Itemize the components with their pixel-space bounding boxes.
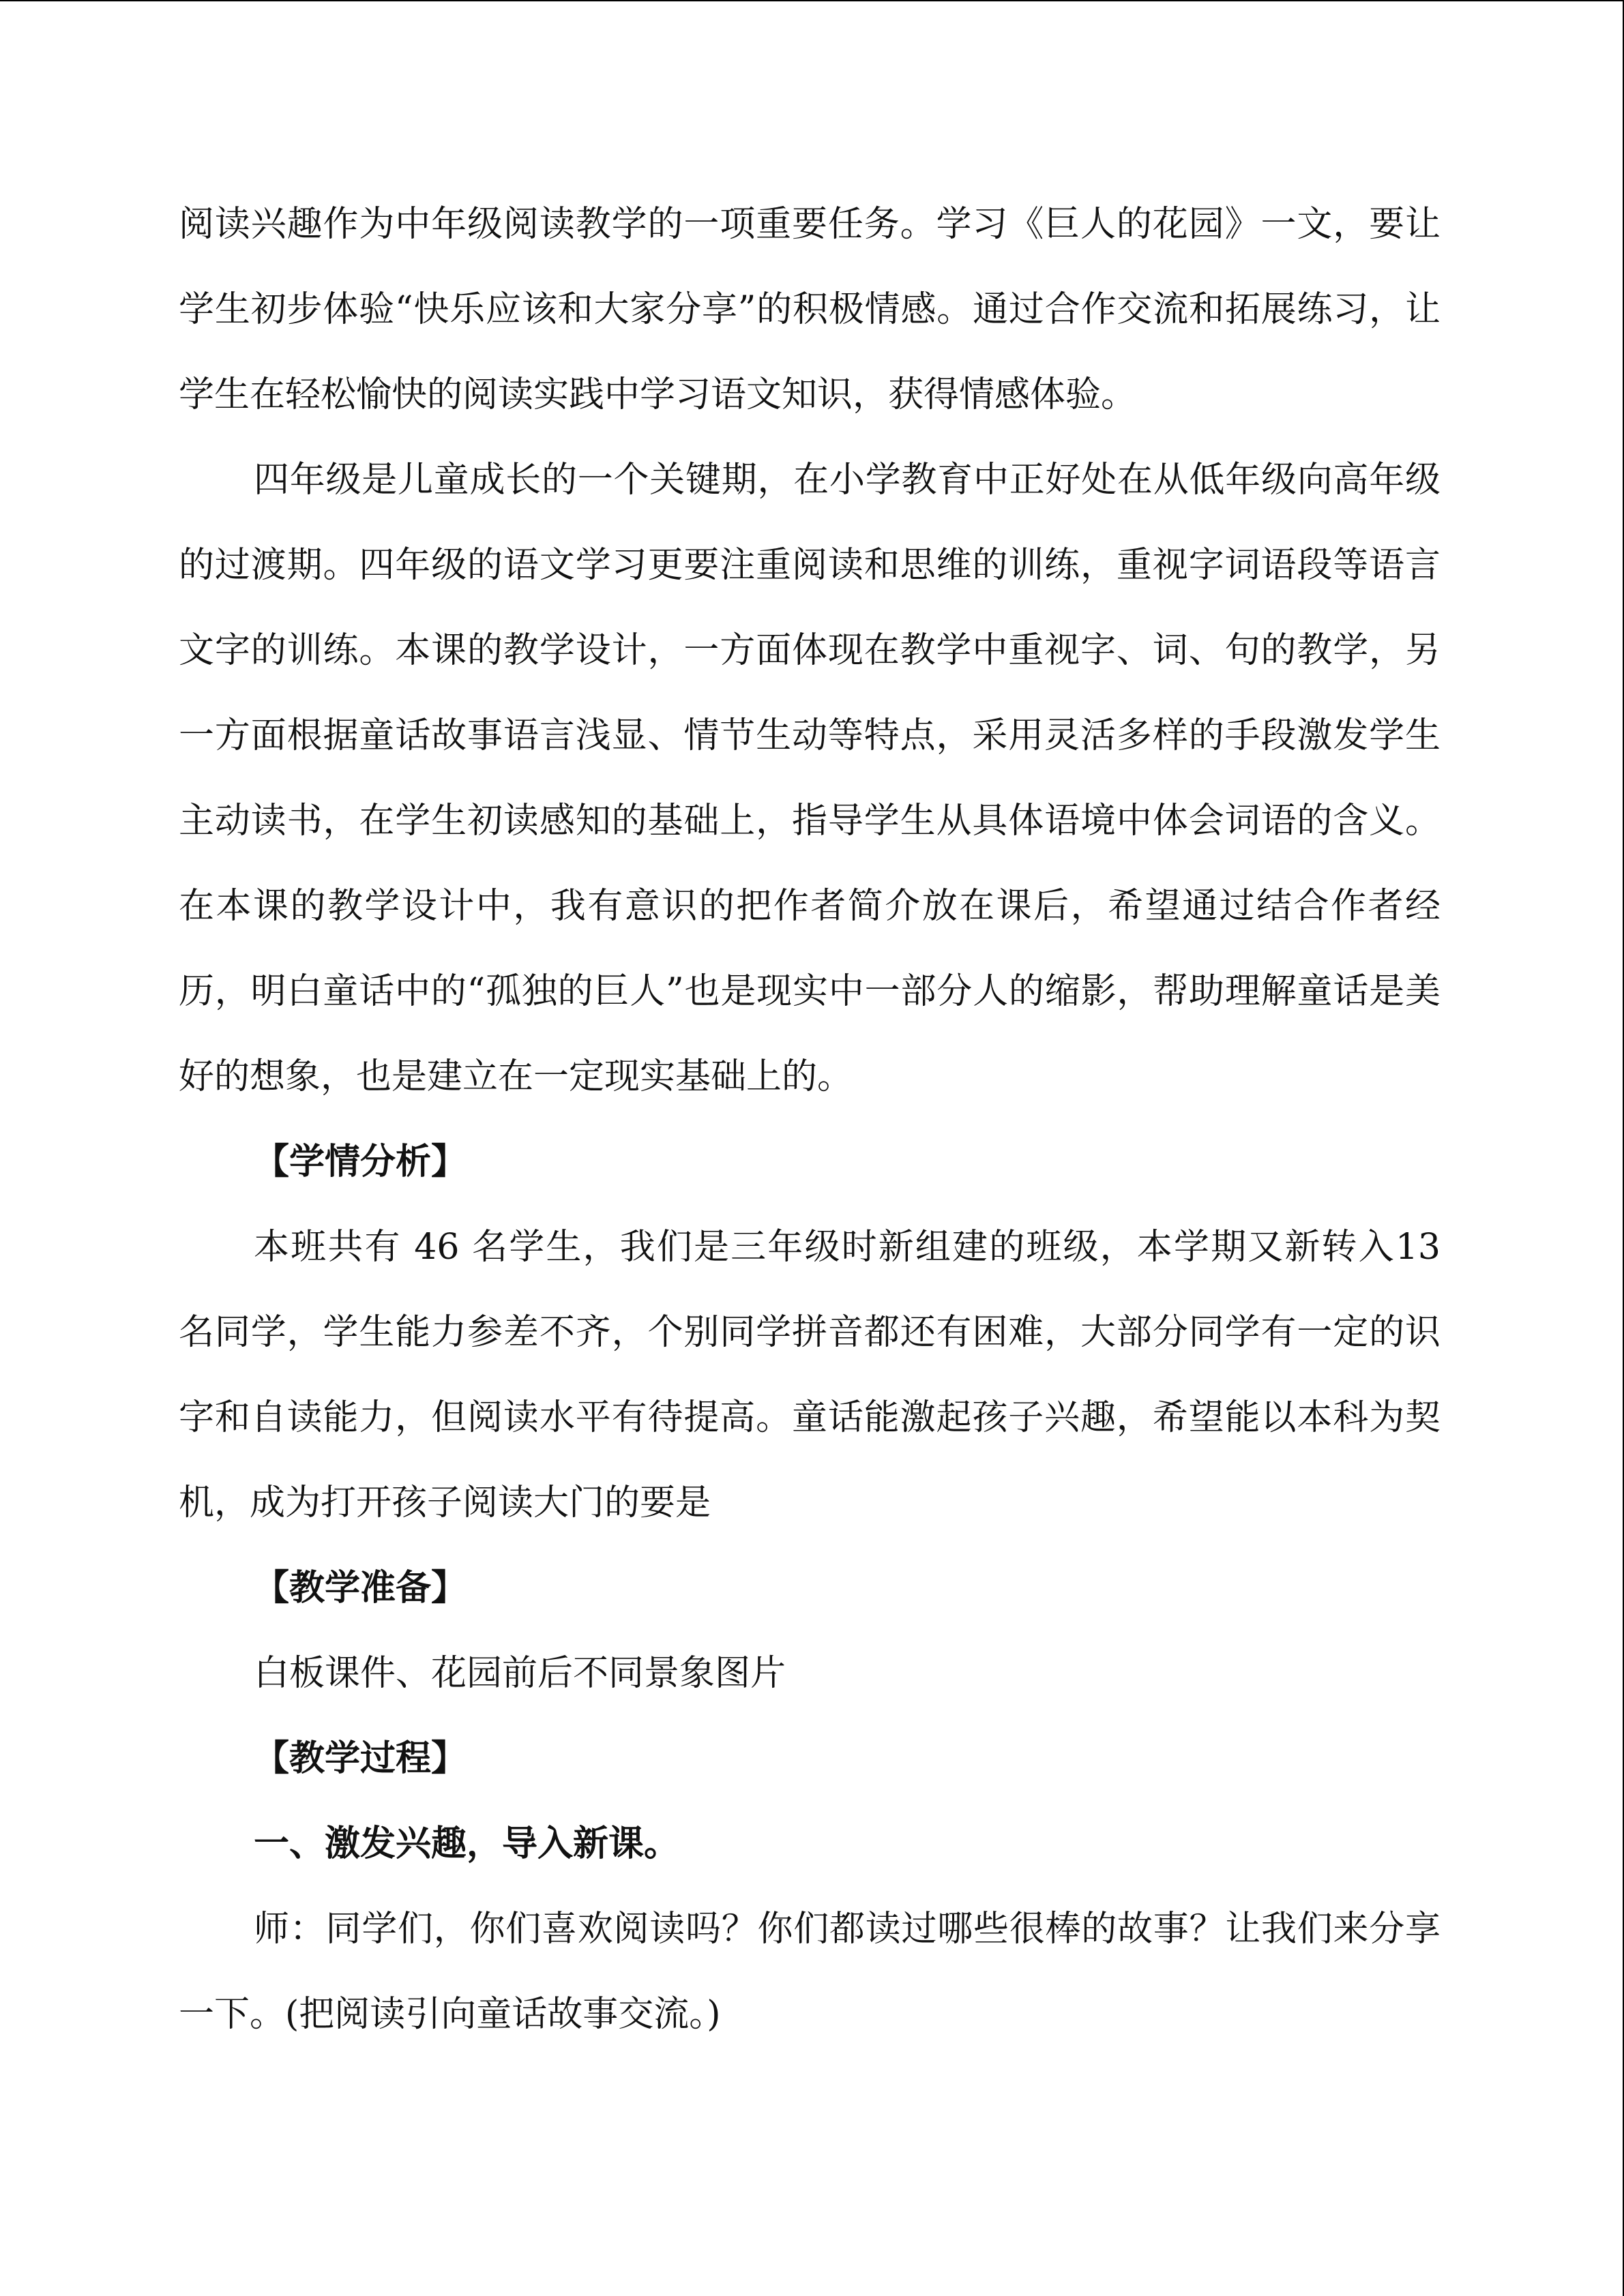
heading-teaching-prep: 【教学准备】 xyxy=(254,1568,467,1609)
heading-step-one: 一、激发兴趣，导入新课。 xyxy=(254,1823,680,1864)
heading-teaching-process: 【教学过程】 xyxy=(254,1738,467,1779)
paragraph-grade-four: 四年级是儿童成长的一个关键期，在小学教育中正好处在从低年级向高年级的过渡期。四年级的语文学习更要注重阅读和思维的训练，重视字词语段等语言文字的训练。本课的教学设计，一方面体现在教学中重视字、词、句的教学，另一方面根据童话故事语言浅显、情节生动等特点，采用灵活多样的手段激发学生主动读书，在学生初读感知的基础上，指导学生从具体语境中体会词语的含义。在本课的教学设计中，我有意识的把作者简介放在课后，希望通过结合作者经历，明白童话中的“孤独的巨人”也是现实中一部分人的缩影，帮助理解童话是美好的想象，也是建立在一定现实基础上的。 xyxy=(179,460,1441,1097)
paragraph-intro: 阅读兴趣作为中年级阅读教学的一项重要任务。学习《巨人的花园》一文，要让学生初步体验“快乐应该和大家分享”的积极情感。通过合作交流和拓展练习，让学生在轻松愉快的阅读实践中学习语文知识，获得情感体验。 xyxy=(179,204,1441,415)
paragraph-step-one: 师：同学们，你们喜欢阅读吗？你们都读过哪些很棒的故事？让我们来分享一下。(把阅读引向童话故事交流。) xyxy=(179,1909,1441,2035)
paragraph-student-analysis: 本班共有 46 名学生，我们是三年级时新组建的班级，本学期又新转入13 名同学，学生能力参差不齐，个别同学拼音都还有困难，大部分同学有一定的识字和自读能力，但阅读水平有待提高。童话能激起孩子兴趣，希望能以本科为契机，成为打开孩子阅读大门的要是 xyxy=(179,1227,1441,1523)
document-body xyxy=(179,182,1441,2057)
paragraph-teaching-prep: 白板课件、花园前后不同景象图片 xyxy=(254,1653,786,1694)
heading-student-analysis: 【学情分析】 xyxy=(254,1142,467,1182)
